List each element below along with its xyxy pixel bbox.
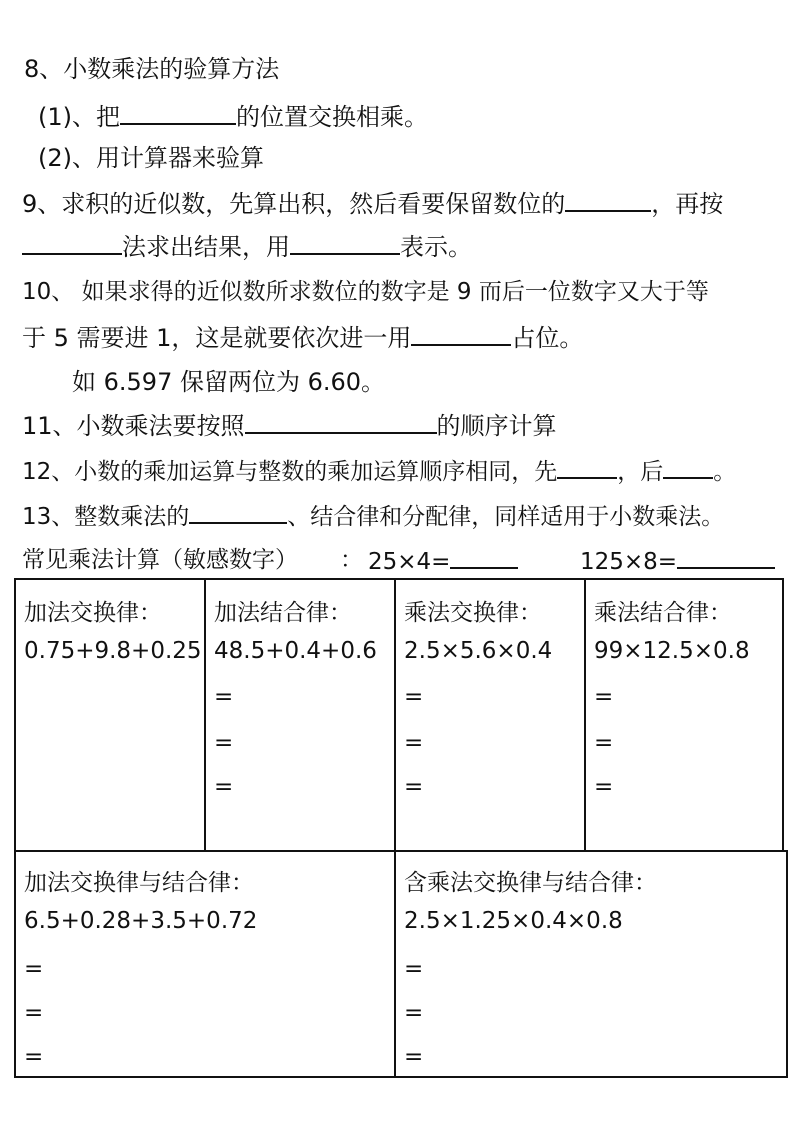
q9-blank-1[interactable] — [565, 188, 651, 212]
cell-expression: 2.5×5.6×0.4 — [404, 638, 553, 664]
q9-text-d: 表示。 — [400, 233, 472, 261]
q13-blank[interactable] — [189, 500, 287, 524]
common-2-blank[interactable] — [677, 545, 775, 569]
cell-title: 含乘法交换律与结合律： — [404, 870, 657, 896]
equals-line[interactable]: = — [404, 684, 424, 710]
equals-line[interactable]: = — [404, 730, 424, 756]
cell-title: 乘法结合律： — [594, 600, 732, 626]
q12-text-c: 。 — [713, 459, 737, 485]
common-title-line — [22, 545, 298, 575]
q9-text-a: 9、求积的近似数，先算出积，然后看要保留数位的 — [22, 190, 566, 218]
cell-title: 加法结合律： — [214, 600, 352, 626]
cell-expression: 2.5×1.25×0.4×0.8 — [404, 908, 623, 934]
equals-line[interactable]: = — [24, 1000, 44, 1026]
q9-text-c: 法求出结果，用 — [122, 233, 290, 261]
equals-line[interactable]: = — [214, 684, 234, 710]
q12-text-a: 12、小数的乘加运算与整数的乘加运算顺序相同，先 — [22, 459, 558, 485]
equals-line[interactable]: = — [404, 1000, 424, 1026]
q13-text-b: 、结合律和分配律，同样适用于小数乘法。 — [287, 504, 725, 530]
equals-line[interactable]: = — [24, 956, 44, 982]
table-cell-mul-associative — [585, 579, 783, 851]
q13-text-a: 13、整数乘法的 — [22, 504, 190, 530]
table-cell-mul-combined — [395, 851, 787, 1077]
q9-line1 — [22, 188, 723, 219]
q12-blank-1[interactable] — [557, 455, 617, 479]
q8-line1-text-b: 的位置交换相乘。 — [236, 103, 428, 131]
equals-line[interactable]: = — [214, 774, 234, 800]
table-cell-add-commutative — [15, 579, 205, 851]
common-2-text: 125×8= — [580, 549, 678, 575]
cell-expression: 6.5+0.28+3.5+0.72 — [24, 908, 258, 934]
q11-text-b: 的顺序计算 — [436, 412, 557, 440]
table-cell-add-associative — [205, 579, 395, 851]
q12-line — [22, 455, 736, 487]
common-1-text: 25×4= — [368, 549, 451, 575]
q9-blank-2[interactable] — [22, 231, 122, 255]
common-item-1 — [368, 545, 518, 577]
table-cell-add-combined — [15, 851, 395, 1077]
cell-title: 加法交换律与结合律： — [24, 870, 254, 896]
common-1-blank[interactable] — [450, 545, 518, 569]
q8-line1 — [38, 101, 428, 132]
q10-line2 — [22, 322, 583, 353]
q12-blank-2[interactable] — [663, 455, 713, 479]
equals-line[interactable]: = — [404, 956, 424, 982]
common-item-2 — [580, 545, 775, 577]
equals-line[interactable]: = — [594, 730, 614, 756]
q8-line2: (2)、用计算器来验算 — [38, 144, 264, 172]
q10-line1: 10、 如果求得的近似数所求数位的数字是 9 而后一位数字又大于等 — [22, 279, 709, 305]
q10-text-c: 占位。 — [511, 324, 584, 352]
cell-title: 乘法交换律： — [404, 600, 542, 626]
q10-example: 如 6.597 保留两位为 6.60。 — [72, 368, 386, 396]
q9-blank-3[interactable] — [290, 231, 400, 255]
equals-line[interactable]: = — [594, 774, 614, 800]
cell-expression: 48.5+0.4+0.6 — [214, 638, 377, 664]
q9-text-b: ，再按 — [651, 190, 724, 218]
common-title: 常见乘法计算（敏感数字） — [22, 547, 298, 573]
cell-expression: 0.75+9.8+0.25 — [24, 638, 202, 664]
table-cell-mul-commutative — [395, 579, 585, 851]
q11-blank[interactable] — [245, 410, 437, 434]
q13-line — [22, 500, 724, 532]
equals-line[interactable]: = — [594, 684, 614, 710]
q10-blank[interactable] — [411, 322, 511, 346]
q8-line1-text-a: (1)、把 — [38, 103, 120, 131]
q12-text-b: ，后 — [617, 459, 664, 485]
equals-line[interactable]: = — [404, 1044, 424, 1070]
q10-text-b: 于 5 需要进 1，这是就要依次进一用 — [22, 324, 412, 352]
law-table-bottom — [14, 850, 788, 1078]
q11-text-a: 11、小数乘法要按照 — [22, 412, 245, 440]
q11-line — [22, 410, 557, 441]
cell-expression: 99×12.5×0.8 — [594, 638, 750, 664]
equals-line[interactable]: = — [24, 1044, 44, 1070]
equals-line[interactable]: = — [214, 730, 234, 756]
q8-title: 8、小数乘法的验算方法 — [24, 55, 280, 83]
equals-line[interactable]: = — [404, 774, 424, 800]
cell-title: 加法交换律： — [24, 600, 162, 626]
common-colon: ： — [340, 547, 363, 573]
q8-blank[interactable] — [120, 101, 236, 125]
law-table-top — [14, 578, 784, 852]
q9-line2 — [22, 231, 472, 262]
